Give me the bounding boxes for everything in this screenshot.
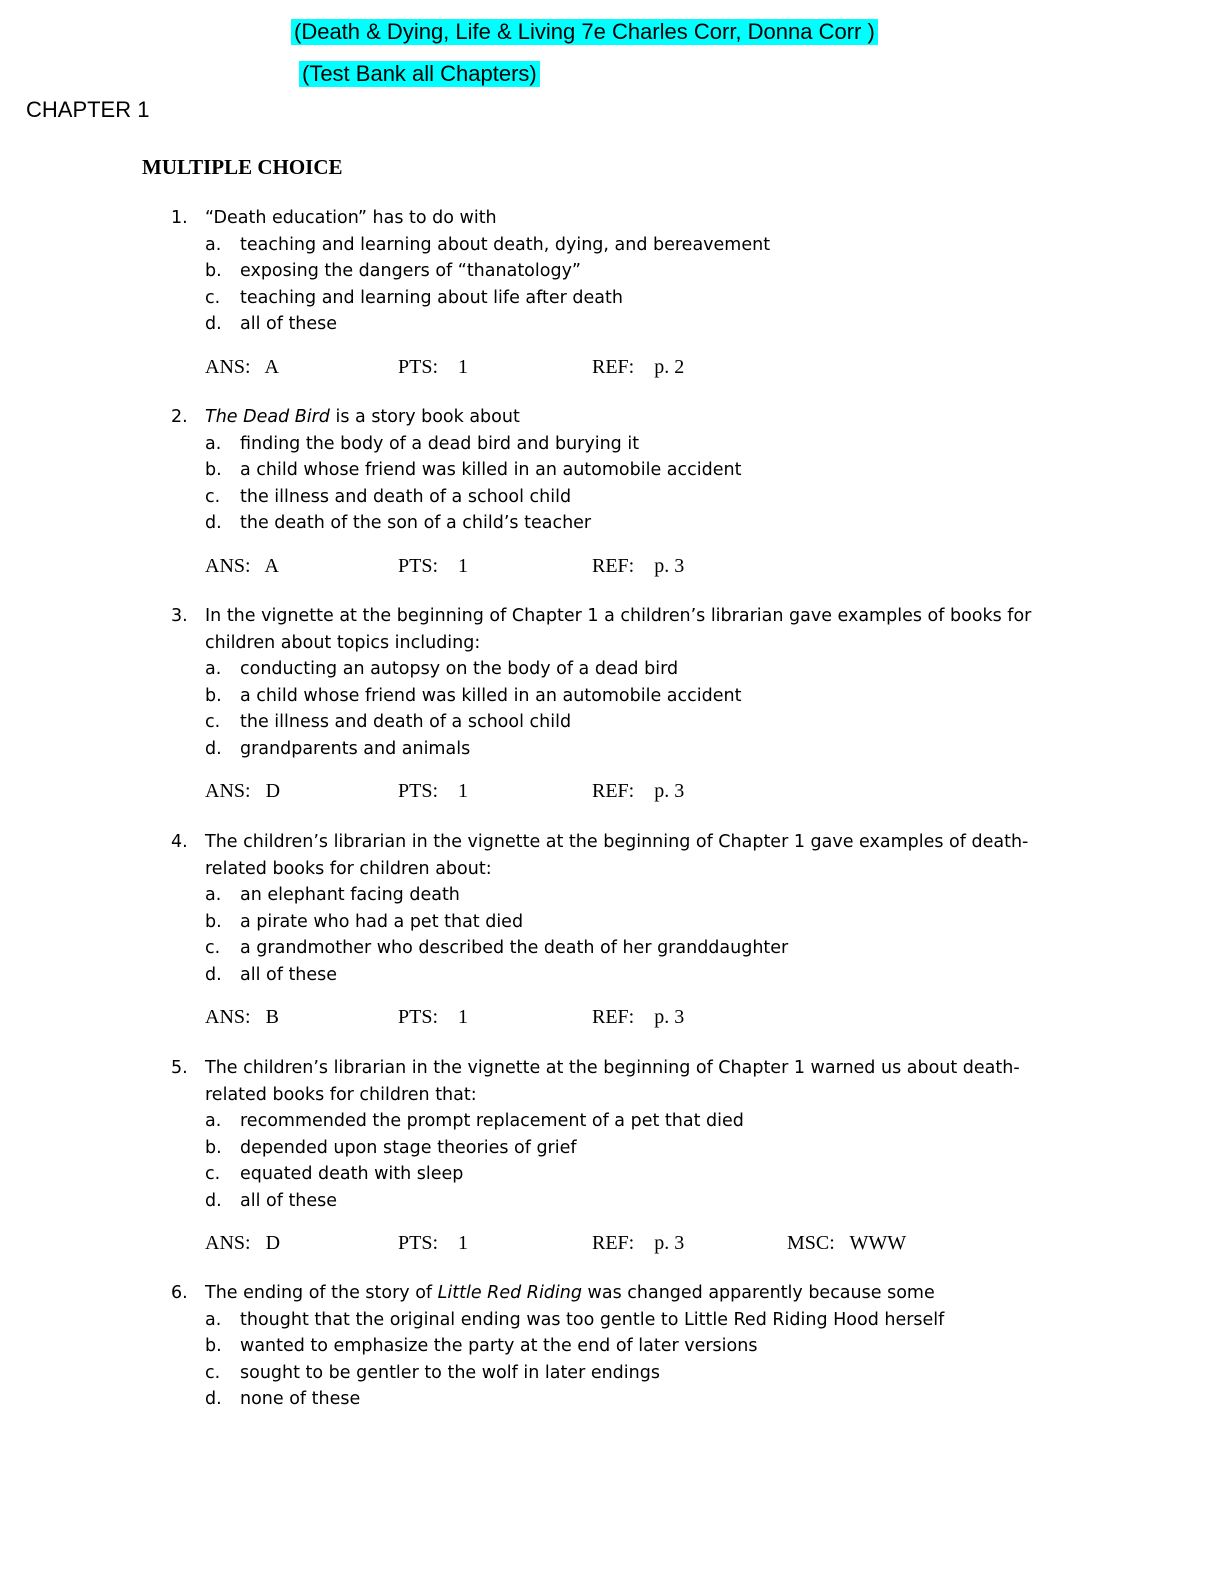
question-text-continued: is a story book about [329, 407, 520, 427]
option-letter: d. [205, 513, 222, 533]
answer-option [0, 1386, 1224, 1413]
answer-option [0, 431, 1224, 458]
option-text: depended upon stage theories of grief [240, 1137, 577, 1158]
answer-key: ANS: B [205, 1006, 279, 1028]
question-text: “Death education” has to do with [205, 208, 497, 228]
question-text: The children’s librarian in the vignette at the beginning of Chapter 1 gave examples of death-related books for children about: [205, 832, 1029, 879]
option-text: all of these [240, 314, 338, 334]
option-text: a grandmother who described the death of her granddaughter [240, 938, 789, 958]
question-stem [0, 829, 1045, 882]
question-number: 3. [171, 606, 188, 626]
points: PTS: 1 [398, 780, 469, 802]
question-6 [0, 1280, 1224, 1413]
points: PTS: 1 [398, 1006, 469, 1028]
answer-options [0, 232, 1224, 338]
answer-option [0, 656, 1224, 683]
answer-option [0, 1333, 1224, 1360]
option-text: a child whose friend was killed in an automobile accident [240, 460, 742, 480]
question-number: 1. [171, 208, 188, 228]
option-text: all of these [240, 1190, 338, 1211]
answer-option [0, 935, 1224, 962]
document-title: (Death & Dying, Life & Living 7e Charles Corr, Donna Corr ) [291, 19, 878, 45]
option-letter: c. [205, 486, 221, 507]
answer-option [0, 510, 1224, 537]
answer-option [0, 736, 1224, 763]
question-stem [0, 205, 1045, 232]
question-title-italic: The Dead Bird [205, 407, 330, 427]
question-text: The ending of the story of [205, 1283, 438, 1303]
option-letter: b. [205, 911, 222, 932]
question-1 [0, 205, 1224, 380]
page-reference: REF: p. 3 [592, 554, 685, 577]
answer-key: ANS: D [205, 1232, 281, 1254]
option-letter: d. [205, 738, 222, 759]
answer-option [0, 882, 1224, 909]
answer-option [0, 1307, 1224, 1334]
option-text: sought to be gentler to the wolf in later endings [240, 1362, 660, 1383]
answer-option [0, 1161, 1224, 1188]
question-text-continued: was changed apparently because some [581, 1283, 935, 1303]
misc-tag: MSC: WWW [787, 1232, 907, 1254]
answer-option [0, 1360, 1224, 1387]
question-number: 5. [171, 1058, 188, 1078]
points: PTS: 1 [398, 355, 469, 378]
option-letter: a. [205, 234, 222, 255]
option-text: a child whose friend was killed in an automobile accident [240, 685, 742, 706]
option-letter: c. [205, 1164, 221, 1184]
question-4 [0, 829, 1224, 1030]
question-stem [0, 1280, 1045, 1307]
option-text: exposing the dangers of “thanatology” [240, 261, 581, 281]
answer-options [0, 1307, 1224, 1413]
answer-options [0, 882, 1224, 988]
answer-option [0, 909, 1224, 936]
answer-key-line [0, 553, 1224, 579]
option-letter: a. [205, 1111, 222, 1131]
answer-key-line [0, 354, 1224, 380]
answer-key-line [0, 1230, 1224, 1256]
question-title-italic: Little Red Riding [437, 1283, 582, 1303]
answer-key: ANS: A [205, 355, 279, 378]
option-letter: d. [205, 314, 222, 334]
option-letter: c. [205, 938, 221, 958]
answer-key-line [0, 778, 1224, 804]
option-letter: d. [205, 1389, 222, 1409]
option-text: conducting an autopsy on the body of a dead bird [240, 659, 679, 679]
option-text: finding the body of a dead bird and burying it [240, 433, 640, 454]
option-letter: b. [205, 685, 222, 706]
option-text: equated death with sleep [240, 1164, 464, 1184]
option-text: recommended the prompt replacement of a pet that died [240, 1111, 744, 1131]
answer-option [0, 709, 1224, 736]
answer-options [0, 656, 1224, 762]
question-text: The children’s librarian in the vignette at the beginning of Chapter 1 warned us about death-related books for children that: [205, 1058, 1020, 1105]
points: PTS: 1 [398, 1232, 469, 1254]
option-letter: a. [205, 1309, 222, 1330]
question-text: In the vignette at the beginning of Chapter 1 a children’s librarian gave examples of books for children about topics including: [205, 606, 1032, 653]
option-letter: d. [205, 964, 222, 985]
question-5 [0, 1055, 1224, 1256]
option-text: none of these [240, 1389, 361, 1409]
option-text: the illness and death of a school child [240, 712, 572, 732]
question-stem [0, 1055, 1045, 1108]
option-text: thought that the original ending was too gentle to Little Red Riding Hood herself [240, 1309, 945, 1330]
answer-key: ANS: D [205, 780, 281, 802]
answer-options [0, 431, 1224, 537]
option-text: the illness and death of a school child [240, 486, 572, 507]
option-letter: d. [205, 1190, 222, 1211]
question-number: 4. [171, 832, 188, 852]
option-letter: b. [205, 460, 222, 480]
page-reference: REF: p. 2 [592, 355, 685, 378]
question-number: 2. [171, 407, 188, 427]
answer-option [0, 1135, 1224, 1162]
option-letter: c. [205, 287, 221, 308]
page-reference: REF: p. 3 [592, 780, 685, 802]
option-text: wanted to emphasize the party at the end of later versions [240, 1336, 758, 1356]
option-letter: a. [205, 885, 222, 905]
option-text: teaching and learning about life after death [240, 287, 623, 308]
answer-key-line [0, 1004, 1224, 1030]
question-stem [0, 603, 1045, 656]
page-reference: REF: p. 3 [592, 1006, 685, 1028]
option-text: the death of the son of a child’s teacher [240, 513, 592, 533]
page-reference: REF: p. 3 [592, 1232, 685, 1254]
option-letter: b. [205, 1336, 222, 1356]
option-text: all of these [240, 964, 338, 985]
answer-option [0, 1108, 1224, 1135]
question-number: 6. [171, 1283, 188, 1303]
answer-option [0, 311, 1224, 338]
answer-options [0, 1108, 1224, 1214]
option-letter: c. [205, 1362, 221, 1383]
question-3 [0, 603, 1224, 804]
points: PTS: 1 [398, 554, 469, 577]
answer-key: ANS: A [205, 554, 279, 577]
answer-option [0, 258, 1224, 285]
question-stem [0, 404, 1045, 431]
section-heading: MULTIPLE CHOICE [142, 155, 343, 179]
chapter-heading: CHAPTER 1 [26, 97, 150, 122]
answer-option [0, 484, 1224, 511]
answer-option [0, 232, 1224, 259]
answer-option [0, 285, 1224, 312]
document-subtitle: (Test Bank all Chapters) [299, 61, 540, 87]
option-letter: a. [205, 659, 222, 679]
option-text: an elephant facing death [240, 885, 460, 905]
option-letter: b. [205, 1137, 222, 1158]
answer-option [0, 962, 1224, 989]
answer-option [0, 683, 1224, 710]
answer-option [0, 457, 1224, 484]
option-letter: a. [205, 433, 222, 454]
option-text: teaching and learning about death, dying, and bereavement [240, 234, 771, 255]
option-letter: b. [205, 261, 222, 281]
question-2 [0, 404, 1224, 579]
option-text: a pirate who had a pet that died [240, 911, 524, 932]
option-letter: c. [205, 712, 221, 732]
answer-option [0, 1188, 1224, 1215]
option-text: grandparents and animals [240, 738, 471, 759]
